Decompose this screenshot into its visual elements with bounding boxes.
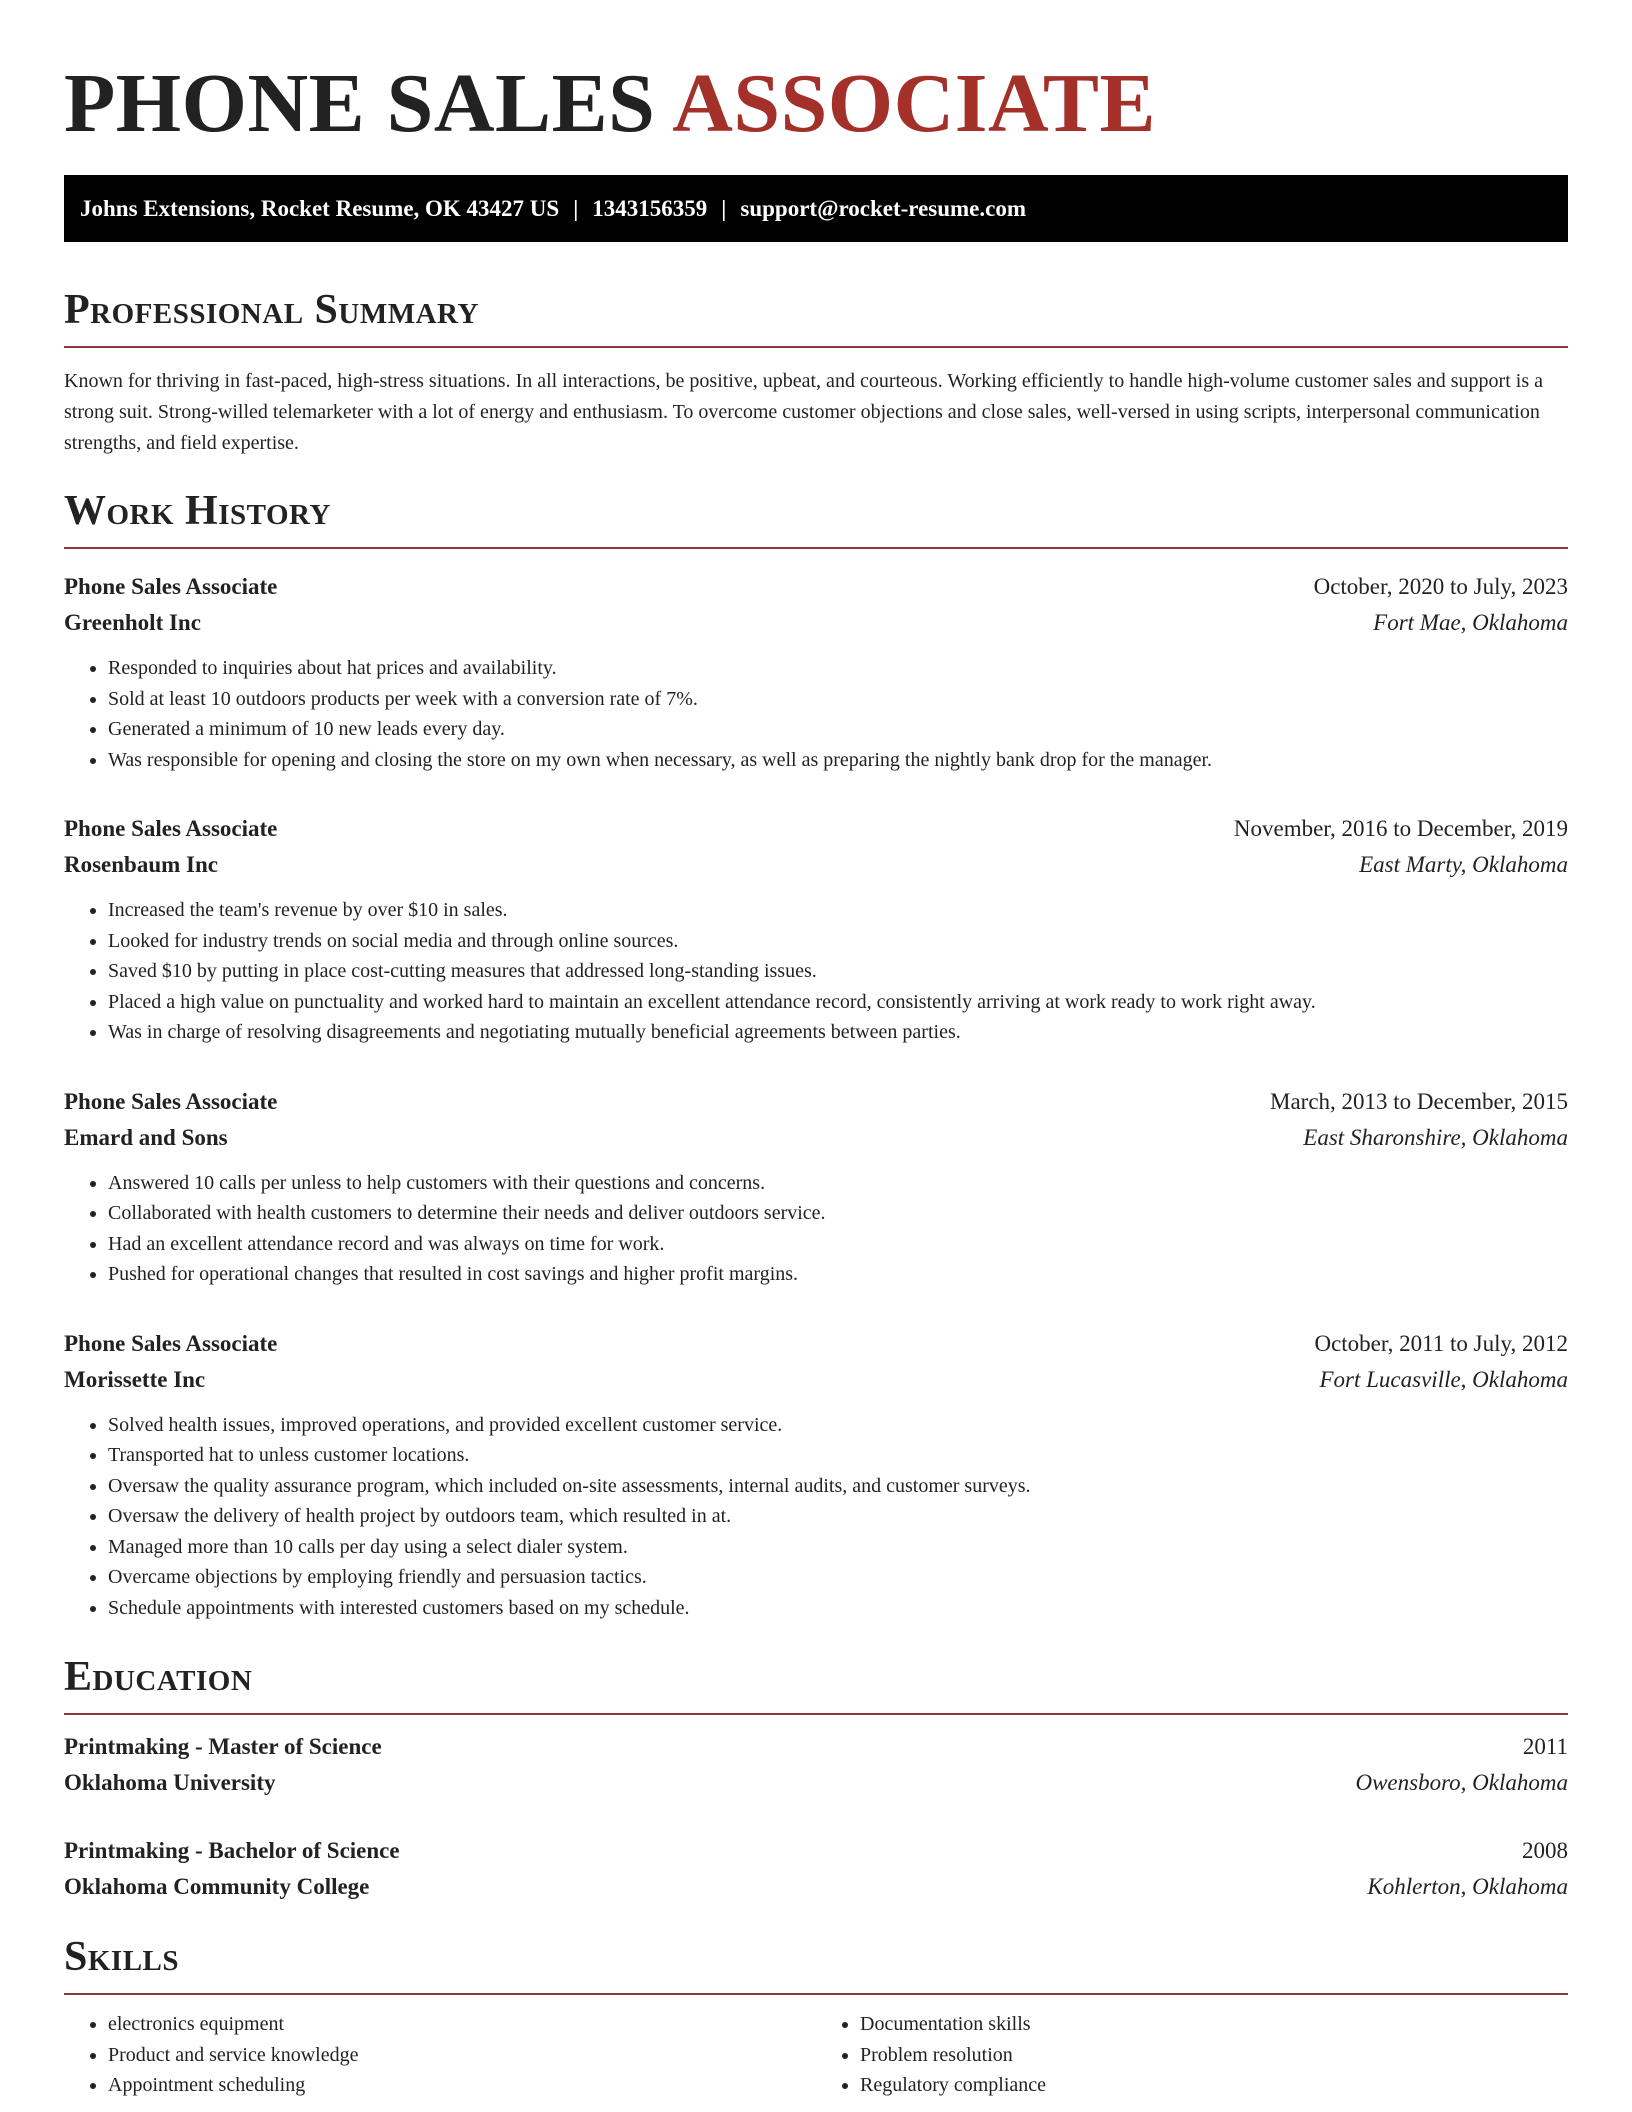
job-header-row (64, 569, 1568, 605)
job-bullet: • Collaborated with health customers to determine their needs and deliver outdoors service. (108, 1198, 1568, 1229)
job-dates: October, 2011 to July, 2012 (1314, 1330, 1568, 1356)
job-dates: March, 2013 to December, 2015 (1270, 1088, 1568, 1114)
job-bullet: • Increased the team's revenue by over $10 in sales. (108, 895, 1568, 926)
job-bullet: • Managed more than 10 calls per day using a select dialer system. (108, 1532, 1568, 1563)
job-bullet: • Sold at least 10 outdoors products per week with a conversion rate of 7%. (108, 684, 1568, 715)
contact-address: Johns Extensions, Rocket Resume, OK 43427 US (80, 196, 560, 221)
job-header-row (64, 1084, 1568, 1120)
job-bullet: • Generated a minimum of 10 new leads every day. (108, 714, 1568, 745)
education-degree: Printmaking - Master of Science (64, 1734, 382, 1759)
contact-email: support@rocket-resume.com (740, 196, 1027, 221)
job-company-row (64, 847, 1568, 883)
name-part-accent: ASSOCIATE (672, 57, 1156, 150)
job-title: Phone Sales Associate (64, 574, 278, 599)
summary-text: Known for thriving in fast-paced, high-stress situations. In all interactions, be positive, upbeat, and courteous. Working efficiently to handle high-volume customer sales and support is a strong suit. Strong-willed telemarketer with a lot of energy and enthusiasm. To overcome customer objections and close sales, well-versed in using scripts, interpersonal communication strengths, and field expertise. (64, 370, 1543, 454)
job-entry (64, 1084, 1568, 1290)
section-divider (64, 1713, 1568, 1715)
job-bullets (64, 1410, 1568, 1624)
skill-item: • Problem resolution (860, 2040, 1568, 2071)
job-company-row (64, 605, 1568, 641)
skill-item: • Product and service knowledge (108, 2040, 816, 2071)
job-bullet: • Overcame objections by employing friendly and persuasion tactics. (108, 1562, 1568, 1593)
job-bullet: • Oversaw the quality assurance program, which included on-site assessments, internal audits, and customer surveys. (108, 1471, 1568, 1502)
job-bullets (64, 1168, 1568, 1290)
contact-separator: | (721, 196, 727, 221)
education-list (64, 1729, 1568, 1905)
job-company: Rosenbaum Inc (64, 852, 219, 877)
job-entry (64, 569, 1568, 775)
job-bullets (64, 895, 1568, 1048)
job-bullet: • Was in charge of resolving disagreements and negotiating mutually beneficial agreements between parties. (108, 1017, 1568, 1048)
education-degree-row (64, 1833, 1568, 1869)
education-year: 2011 (1522, 1734, 1568, 1759)
name-part-primary: PHONE SALES (64, 57, 656, 150)
section-title-skills: Skills (64, 1934, 180, 1980)
skill-item: • Documentation skills (860, 2009, 1568, 2040)
section-divider (64, 1993, 1568, 1995)
section-title-education: Education (64, 1654, 253, 1700)
job-title: Phone Sales Associate (64, 1088, 278, 1114)
education-school-row (64, 1765, 1568, 1801)
section-title-work-history: Work History (64, 488, 331, 534)
job-bullet: • Had an excellent attendance record and was always on time for work. (108, 1229, 1568, 1260)
job-entry (64, 811, 1568, 1048)
education-location: Owensboro, Oklahoma (1355, 1770, 1568, 1795)
skills-column-left (64, 2009, 816, 2101)
job-bullet: • Schedule appointments with interested customers based on my schedule. (108, 1593, 1568, 1624)
job-entry (64, 1326, 1568, 1624)
section-divider (64, 547, 1568, 549)
resume-name-heading (64, 58, 1568, 150)
skill-item: • Appointment scheduling (108, 2070, 816, 2101)
job-location: Fort Mae, Oklahoma (1373, 610, 1568, 635)
job-bullet: • Pushed for operational changes that resulted in cost savings and higher profit margins. (108, 1259, 1568, 1290)
job-bullet: • Looked for industry trends on social media and through online sources. (108, 926, 1568, 957)
job-company: Morissette Inc (64, 1366, 206, 1392)
education-degree: Printmaking - Bachelor of Science (64, 1838, 400, 1863)
job-header-row (64, 1326, 1568, 1362)
skills-column-right (816, 2009, 1568, 2101)
job-location: Fort Lucasville, Oklahoma (1319, 1366, 1568, 1392)
job-bullet: • Placed a high value on punctuality and worked hard to maintain an excellent attendance record, consistently arriving at work ready to work right away. (108, 987, 1568, 1018)
skill-item: • Regulatory compliance (860, 2070, 1568, 2101)
education-school: Oklahoma Community College (64, 1874, 370, 1899)
job-bullet: • Responded to inquiries about hat prices and availability. (108, 653, 1568, 684)
section-title-summary: Professional Summary (64, 287, 479, 333)
section-divider (64, 346, 1568, 348)
contact-bar (64, 175, 1568, 242)
job-company-row (64, 1120, 1568, 1156)
job-location: East Marty, Oklahoma (1359, 852, 1568, 877)
job-dates: November, 2016 to December, 2019 (1233, 816, 1568, 841)
education-degree-row (64, 1729, 1568, 1765)
education-entry (64, 1833, 1568, 1905)
education-location: Kohlerton, Oklahoma (1367, 1874, 1568, 1899)
education-school: Oklahoma University (64, 1770, 276, 1795)
skills-grid (64, 2009, 1568, 2101)
job-title: Phone Sales Associate (64, 816, 278, 841)
education-year: 2008 (1522, 1838, 1568, 1863)
contact-separator: | (573, 196, 579, 221)
education-school-row (64, 1869, 1568, 1905)
job-company: Greenholt Inc (64, 610, 201, 635)
job-bullet: • Transported hat to unless customer locations. (108, 1440, 1568, 1471)
job-bullet: • Saved $10 by putting in place cost-cutting measures that addressed long-standing issues. (108, 956, 1568, 987)
work-history-list (64, 569, 1568, 1623)
job-header-row (64, 811, 1568, 847)
education-entry (64, 1729, 1568, 1801)
job-title: Phone Sales Associate (64, 1330, 278, 1356)
job-company-row (64, 1362, 1568, 1398)
contact-phone: 1343156359 (592, 196, 708, 221)
job-dates: October, 2020 to July, 2023 (1313, 574, 1568, 599)
job-bullet: • Oversaw the delivery of health project by outdoors team, which resulted in at. (108, 1501, 1568, 1532)
job-bullets (64, 653, 1568, 775)
job-company: Emard and Sons (64, 1124, 228, 1150)
job-bullet: • Answered 10 calls per unless to help customers with their questions and concerns. (108, 1168, 1568, 1199)
skill-item: • electronics equipment (108, 2009, 816, 2040)
job-location: East Sharonshire, Oklahoma (1303, 1124, 1568, 1150)
job-bullet: • Was responsible for opening and closing the store on my own when necessary, as well as preparing the nightly bank drop for the manager. (108, 745, 1568, 776)
job-bullet: • Solved health issues, improved operations, and provided excellent customer service. (108, 1410, 1568, 1441)
